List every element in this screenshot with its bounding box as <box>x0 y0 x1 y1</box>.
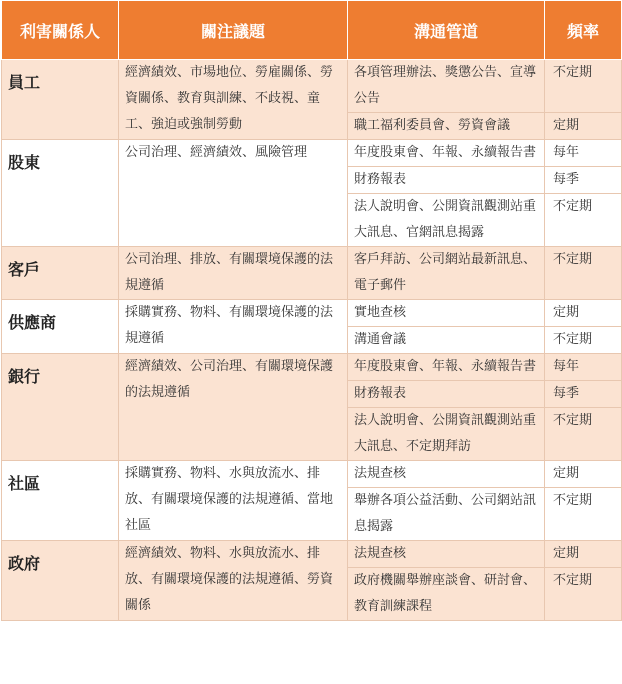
table-row <box>2 300 622 327</box>
stakeholder-cell: 社區 <box>2 461 119 541</box>
stakeholder-cell: 員工 <box>2 60 119 140</box>
issues-cell: 經濟績效、公司治理、有關環境保護的法規遵循 <box>119 354 348 461</box>
issues-cell: 採購實務、物料、水與放流水、排放、有關環境保護的法規遵循、當地社區 <box>119 461 348 541</box>
issues-cell: 經濟績效、物料、水與放流水、排放、有關環境保護的法規遵循、勞資關係 <box>119 541 348 621</box>
frequency-cell: 定期 <box>545 300 622 327</box>
channel-cell: 財務報表 <box>348 167 545 194</box>
frequency-cell: 不定期 <box>545 247 622 300</box>
frequency-cell: 每年 <box>545 354 622 381</box>
stakeholder-cell: 供應商 <box>2 300 119 354</box>
table-row <box>2 60 622 113</box>
table-row <box>2 247 622 300</box>
frequency-cell: 每年 <box>545 140 622 167</box>
issues-cell: 採購實務、物料、有關環境保護的法規遵循 <box>119 300 348 354</box>
issues-cell: 公司治理、排放、有關環境保護的法規遵循 <box>119 247 348 300</box>
header-row <box>2 1 622 60</box>
frequency-cell: 不定期 <box>545 408 622 461</box>
header-issues: 關注議題 <box>119 1 348 60</box>
stakeholder-cell: 股東 <box>2 140 119 247</box>
channel-cell: 溝通會議 <box>348 327 545 354</box>
frequency-cell: 每季 <box>545 381 622 408</box>
channel-cell: 政府機關舉辦座談會、研討會、教育訓練課程 <box>348 568 545 621</box>
channel-cell: 各項管理辦法、獎懲公告、宣導公告 <box>348 60 545 113</box>
table-body <box>2 60 622 621</box>
header-frequency: 頻率 <box>545 1 622 60</box>
table-row <box>2 354 622 381</box>
channel-cell: 法人說明會、公開資訊觀測站重大訊息、不定期拜訪 <box>348 408 545 461</box>
channel-cell: 法人說明會、公開資訊觀測站重大訊息、官網訊息揭露 <box>348 194 545 247</box>
channel-cell: 實地查核 <box>348 300 545 327</box>
channel-cell: 法規查核 <box>348 541 545 568</box>
frequency-cell: 定期 <box>545 461 622 488</box>
channel-cell: 法規查核 <box>348 461 545 488</box>
channel-cell: 舉辦各項公益活動、公司網站訊息揭露 <box>348 488 545 541</box>
stakeholder-cell: 銀行 <box>2 354 119 461</box>
frequency-cell: 定期 <box>545 541 622 568</box>
header-channels: 溝通管道 <box>348 1 545 60</box>
stakeholder-cell: 客戶 <box>2 247 119 300</box>
issues-cell: 公司治理、經濟績效、風險管理 <box>119 140 348 247</box>
frequency-cell: 不定期 <box>545 194 622 247</box>
channel-cell: 財務報表 <box>348 381 545 408</box>
stakeholder-table <box>1 0 622 621</box>
table-row <box>2 140 622 167</box>
header-stakeholder: 利害關係人 <box>2 1 119 60</box>
channel-cell: 年度股東會、年報、永續報告書 <box>348 354 545 381</box>
channel-cell: 職工福利委員會、勞資會議 <box>348 113 545 140</box>
frequency-cell: 不定期 <box>545 327 622 354</box>
channel-cell: 年度股東會、年報、永續報告書 <box>348 140 545 167</box>
issues-cell: 經濟績效、市場地位、勞雇關係、勞資關係、教育與訓練、不歧視、童工、強迫或強制勞動 <box>119 60 348 140</box>
stakeholder-cell: 政府 <box>2 541 119 621</box>
frequency-cell: 每季 <box>545 167 622 194</box>
frequency-cell: 不定期 <box>545 568 622 621</box>
frequency-cell: 定期 <box>545 113 622 140</box>
channel-cell: 客戶拜訪、公司網站最新訊息、電子郵件 <box>348 247 545 300</box>
frequency-cell: 不定期 <box>545 488 622 541</box>
table-row <box>2 541 622 568</box>
frequency-cell: 不定期 <box>545 60 622 113</box>
table-row <box>2 461 622 488</box>
